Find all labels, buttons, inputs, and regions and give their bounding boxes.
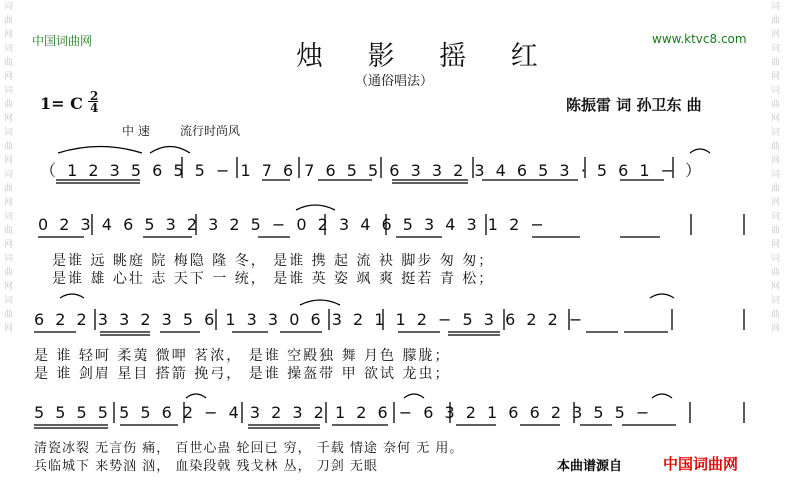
lyrics-row-3-verse-2: 是 谁 剑眉 星目 搭箭 挽弓， 是谁 操盔带 甲 欲试 龙虫； [34,366,451,382]
subtitle: （通俗唱法） [355,74,434,89]
lyrics-row-2-verse-1: 是谁 远 眺庭 院 梅隐 隆 冬， 是谁 携 起 流 袂 脚步 匆 匆； [52,253,495,269]
source-label: 本曲谱源自 [557,459,623,474]
time-signature-bottom: 4 [90,101,99,115]
watermark-text: 词曲网 [771,44,781,82]
credits: 陈振雷 词 孙卫东 曲 [566,96,702,114]
time-signature-top: 2 [90,89,99,103]
lyrics-row-3-verse-1: 是 谁 轻呵 柔荑 微呷 茗浓， 是谁 空殿独 舞 月色 朦胧； [34,348,451,364]
lyrics-row-4-verse-1: 清瓷冰裂 无言伤 痛， 百世心蛊 轮回已 穷， 千载 情途 奈何 无 用。 [34,441,464,456]
watermark-text: 词曲网 [4,170,14,208]
notation-row-1: （ 1 2 3 5 6 5 5 − 1 7 6 7 6 5 5 6 3 3 2 3 4 6 5 3 · 5 6 1 − ） [40,161,705,180]
watermark-text: 词曲网 [4,86,14,124]
notation-row-3: 6 2 2 3 3 2 3 5 6 1 3 3 0 6 3 2 1 1 2 − 5 3 6 2 2 − [34,310,586,329]
watermark-text: 词曲网 [4,2,14,40]
key-signature: 1= C [40,94,83,113]
watermark-text: 词曲网 [771,2,781,40]
tempo-marking: 中 速 [122,124,150,138]
watermark-text: 词曲网 [4,128,14,166]
watermark-text: 词曲网 [4,254,14,292]
watermark-text: 词曲网 [771,254,781,292]
watermark-text: 词曲网 [771,212,781,250]
watermark-text: 词曲网 [771,128,781,166]
page-title: 烛 影 摇 红 [296,41,556,72]
watermark-text: 词曲网 [771,296,781,334]
lyrics-row-2-verse-2: 是谁 雄 心壮 志 天下 一 统， 是谁 英 姿 飒 爽 挺若 青 松； [52,271,495,287]
watermark-text: 词曲网 [771,86,781,124]
watermark-text: 词曲网 [4,44,14,82]
site-url-right[interactable]: www.ktvc8.com [652,32,747,46]
lyrics-row-4-verse-2: 兵临城下 来势汹 汹， 血染段戟 残戈林 丛， 刀剑 无眼 [34,459,378,474]
notation-row-2: 0 2 3 4 6 5 3 2 3 2 5 − 0 2 3 4 6 5 3 4 3 1 2 − [38,215,547,234]
watermark-text: 词曲网 [4,296,14,334]
source-site[interactable]: 中国词曲网 [663,455,739,473]
notation-row-4: 5 5 5 5 5 5 6 2 − 4 3 2 3 2 1 2 6 − 6 3 2 1 6 6 2 3 5 5 − [34,403,653,422]
watermark-text: 词曲网 [771,170,781,208]
site-name-left[interactable]: 中国词曲网 [32,34,93,48]
watermark-text: 词曲网 [4,212,14,250]
style-marking: 流行时尚风 [180,124,241,138]
